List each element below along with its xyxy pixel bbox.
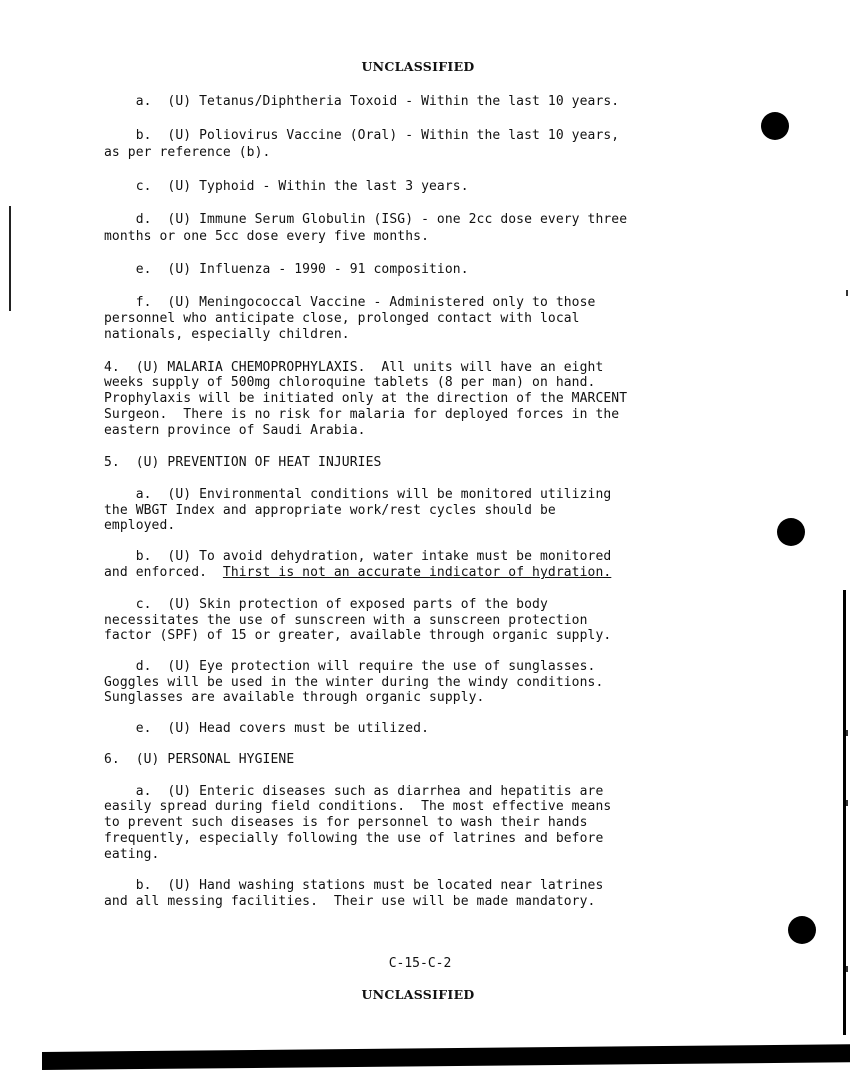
text-line: f. (U) Meningococcal Vaccine - Administered only to those bbox=[104, 295, 596, 310]
text-line: frequently, especially following the use of latrines and before bbox=[104, 831, 604, 846]
section-heading: 6. (U) PERSONAL HYGIENE bbox=[104, 752, 295, 767]
text-line: c. (U) Typhoid - Within the last 3 years. bbox=[104, 179, 469, 194]
text-line: c. (U) Skin protection of exposed parts of the body bbox=[104, 597, 548, 612]
text-line: easily spread during field conditions. The most effective means bbox=[104, 799, 612, 814]
text-line-with-emphasis bbox=[104, 565, 611, 581]
scan-edge-mark bbox=[9, 206, 11, 311]
text-segment: and enforced. bbox=[104, 565, 208, 580]
text-line: eastern province of Saudi Arabia. bbox=[104, 423, 366, 438]
text-line: to prevent such diseases is for personnel to wash their hands bbox=[104, 815, 588, 830]
text-line: weeks supply of 500mg chloroquine tablets (8 per man) on hand. bbox=[104, 375, 596, 390]
text-line: e. (U) Influenza - 1990 - 91 composition. bbox=[104, 262, 469, 277]
scan-speck bbox=[846, 290, 848, 296]
text-line: a. (U) Tetanus/Diphtheria Toxoid - Within the last 10 years. bbox=[104, 94, 620, 109]
hole-punch-mark bbox=[761, 112, 789, 140]
text-line: as per reference (b). bbox=[104, 145, 271, 160]
text-line: Sunglasses are available through organic supply. bbox=[104, 690, 485, 705]
text-line: d. (U) Eye protection will require the use of sunglasses. bbox=[104, 659, 596, 674]
scan-speck bbox=[846, 730, 848, 736]
text-line: b. (U) Poliovirus Vaccine (Oral) - Within the last 10 years, bbox=[104, 128, 620, 143]
text-line: factor (SPF) of 15 or greater, available through organic supply. bbox=[104, 628, 612, 643]
text-line: e. (U) Head covers must be utilized. bbox=[104, 721, 429, 736]
text-line: a. (U) Enteric diseases such as diarrhea and hepatitis are bbox=[104, 784, 604, 799]
section-heading-line: 4. (U) MALARIA CHEMOPROPHYLAXIS. All units will have an eight bbox=[104, 360, 604, 375]
text-line: months or one 5cc dose every five months. bbox=[104, 229, 429, 244]
section-heading: 5. (U) PREVENTION OF HEAT INJURIES bbox=[104, 455, 382, 470]
text-line: b. (U) Hand washing stations must be located near latrines bbox=[104, 878, 604, 893]
text-line: and all messing facilities. Their use will be made mandatory. bbox=[104, 894, 596, 909]
text-line: necessitates the use of sunscreen with a sunscreen protection bbox=[104, 613, 588, 628]
text-line: personnel who anticipate close, prolonged contact with local bbox=[104, 311, 580, 326]
text-line: d. (U) Immune Serum Globulin (ISG) - one 2cc dose every three bbox=[104, 212, 628, 227]
classification-header: UNCLASSIFIED bbox=[361, 59, 475, 74]
page-number: C-15-C-2 bbox=[388, 956, 452, 971]
text-line: employed. bbox=[104, 518, 176, 533]
text-line: b. (U) To avoid dehydration, water intake must be monitored bbox=[104, 549, 612, 564]
underlined-emphasis: Thirst is not an accurate indicator of hydration. bbox=[222, 565, 612, 580]
text-line: nationals, especially children. bbox=[104, 327, 350, 342]
text-line: a. (U) Environmental conditions will be monitored utilizing bbox=[104, 487, 612, 502]
scan-bottom-edge bbox=[42, 1044, 850, 1070]
text-line: the WBGT Index and appropriate work/rest cycles should be bbox=[104, 503, 556, 518]
text-line: eating. bbox=[104, 847, 160, 862]
text-line: Prophylaxis will be initiated only at the direction of the MARCENT bbox=[104, 391, 628, 406]
scan-speck bbox=[846, 966, 848, 972]
scan-speck bbox=[846, 800, 848, 806]
classification-footer: UNCLASSIFIED bbox=[361, 987, 475, 1002]
hole-punch-mark bbox=[777, 518, 805, 546]
hole-punch-mark bbox=[788, 916, 816, 944]
text-line: Goggles will be used in the winter during the windy conditions. bbox=[104, 675, 604, 690]
text-line: Surgeon. There is no risk for malaria for deployed forces in the bbox=[104, 407, 620, 422]
